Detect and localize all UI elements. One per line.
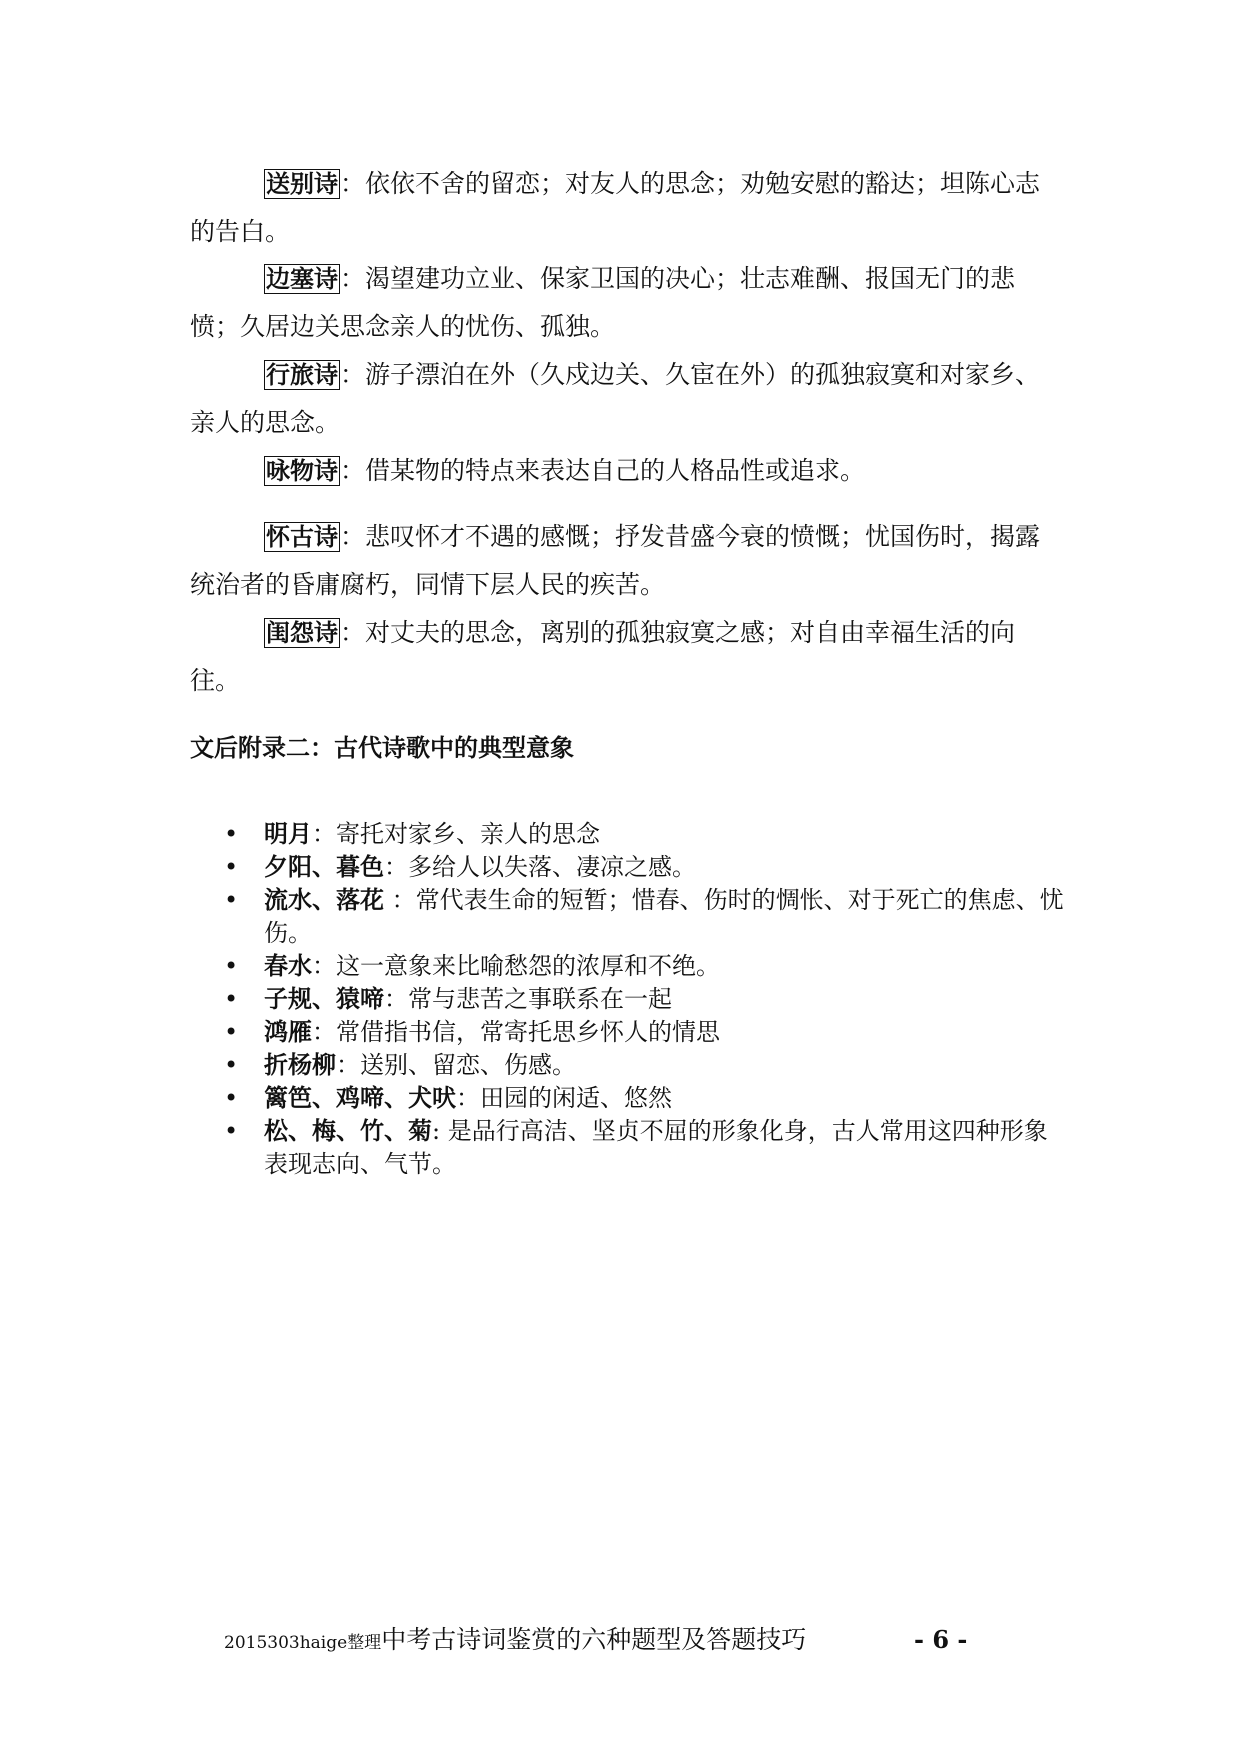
imagery-separator: ： [312, 952, 336, 980]
list-item [190, 983, 1070, 1016]
poem-type-paragraph [190, 255, 1060, 351]
bullet-icon: • [224, 820, 239, 848]
list-item [190, 818, 1070, 851]
imagery-separator: : [432, 1117, 448, 1145]
imagery-separator: ： [336, 1051, 360, 1079]
bullet-icon: • [224, 1117, 239, 1145]
footer-title: 中考古诗词鉴赏的六种题型及答题技巧 [381, 1625, 807, 1654]
list-item [190, 950, 1070, 983]
imagery-separator: ： [456, 1084, 480, 1112]
imagery-description: 是品行高洁、坚贞不屈的形象化身，古人常用这四种形象表现志向、气节。 [264, 1117, 1048, 1178]
bullet-icon: • [224, 853, 239, 881]
bullet-icon: • [224, 1084, 239, 1112]
imagery-key: 鸿雁 [264, 1018, 312, 1046]
imagery-separator: ： [384, 853, 408, 881]
poem-type-description: 借某物的特点来表达自己的人格品性或追求。 [365, 456, 866, 485]
imagery-key: 春水 [264, 952, 312, 980]
imagery-key: 折杨柳 [264, 1051, 336, 1079]
imagery-key: 松、梅、竹、菊 [264, 1117, 432, 1145]
bullet-icon: • [224, 886, 239, 914]
poem-type-description: 悲叹怀才不遇的感慨；抒发昔盛今衰的愤慨；忧国伤时，揭露统治者的昏庸腐朽，同情下层人民的疾苦。 [190, 522, 1041, 599]
imagery-description: 常借指书信，常寄托思乡怀人的情思 [336, 1018, 720, 1046]
imagery-key: 子规、猿啼 [264, 985, 384, 1013]
list-item [190, 1016, 1070, 1049]
imagery-description: 送别、留恋、伤感。 [360, 1051, 576, 1079]
term-separator: ： [340, 264, 366, 293]
imagery-description: 常代表生命的短暂；惜春、伤时的惆怅、对于死亡的焦虑、忧伤。 [264, 886, 1064, 947]
term-separator: ： [340, 522, 366, 551]
list-item [190, 1115, 1070, 1181]
imagery-separator: ： [312, 1018, 336, 1046]
list-item [190, 884, 1070, 950]
page-number: - 6 - [914, 1625, 968, 1654]
poem-type-term: 送别诗 [266, 170, 338, 198]
footer-code: 2015303haige [224, 1633, 348, 1653]
poem-type-term: 闺怨诗 [266, 619, 338, 647]
bullet-icon: • [224, 952, 239, 980]
imagery-separator: ： [384, 985, 408, 1013]
term-separator: ： [340, 456, 366, 485]
poem-type-paragraph [190, 609, 1060, 705]
imagery-key: 明月 [264, 820, 312, 848]
poem-type-term: 边塞诗 [266, 265, 338, 293]
poem-type-paragraph [190, 351, 1060, 447]
footer-label: 整理 [347, 1633, 382, 1653]
poem-type-term: 咏物诗 [266, 457, 338, 485]
term-separator: ： [340, 618, 366, 647]
appendix-heading: 文后附录二：古代诗歌中的典型意象 [190, 734, 574, 762]
page-footer [224, 1622, 984, 1661]
bullet-icon: • [224, 1018, 239, 1046]
imagery-description: 田园的闲适、悠然 [480, 1084, 672, 1112]
poem-type-description: 对丈夫的思念，离别的孤独寂寞之感；对自由幸福生活的向往。 [190, 618, 1016, 695]
poem-type-paragraph [190, 160, 1060, 256]
term-separator: ： [340, 360, 366, 389]
imagery-key: 夕阳、暮色 [264, 853, 384, 881]
bullet-icon: • [224, 1051, 239, 1079]
list-item [190, 851, 1070, 884]
imagery-description: 多给人以失落、凄凉之感。 [408, 853, 696, 881]
poem-type-description: 渴望建功立业、保家卫国的决心；壮志难酬、报国无门的悲愤；久居边关思念亲人的忧伤、孤独。 [190, 264, 1016, 341]
list-item [190, 1082, 1070, 1115]
imagery-description: 这一意象来比喻愁怨的浓厚和不绝。 [336, 952, 720, 980]
imagery-separator: ： [384, 886, 416, 914]
imagery-key: 篱笆、鸡啼、犬吠 [264, 1084, 456, 1112]
list-item [190, 1049, 1070, 1082]
imagery-separator: ： [312, 820, 336, 848]
poem-type-description: 依依不舍的留恋；对友人的思念；劝勉安慰的豁达；坦陈心志的告白。 [190, 169, 1041, 246]
imagery-description: 寄托对家乡、亲人的思念 [336, 820, 600, 848]
bullet-icon: • [224, 985, 239, 1013]
imagery-key: 流水、落花 [264, 886, 384, 914]
poem-type-term: 怀古诗 [266, 523, 338, 551]
poem-type-description: 游子漂泊在外（久戍边关、久宦在外）的孤独寂寞和对家乡、亲人的思念。 [190, 360, 1041, 437]
poem-type-term: 行旅诗 [266, 361, 338, 389]
poem-type-paragraph [190, 447, 1060, 495]
imagery-description: 常与悲苦之事联系在一起 [408, 985, 672, 1013]
imagery-list [190, 818, 1070, 1181]
poem-type-paragraph [190, 513, 1060, 609]
term-separator: ： [340, 169, 366, 198]
